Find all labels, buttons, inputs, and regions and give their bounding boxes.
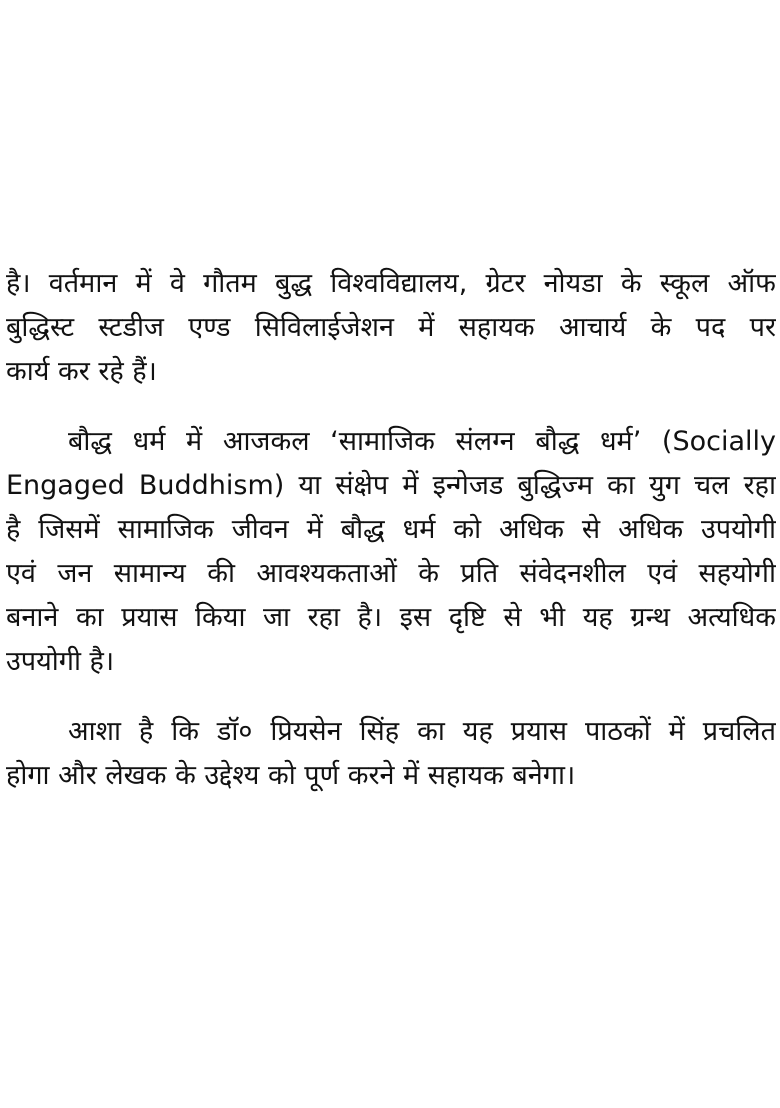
paragraph-1 — [6, 262, 776, 394]
text-line: एवं जन सामान्य की आवश्यकताओं के प्रति संवेदनशील एवं सहयोगी — [6, 558, 776, 589]
text-line: होगा और लेखक के उद्देश्य को पूर्ण करने में सहायक बनेगा। — [6, 760, 576, 791]
text-line: है जिसमें सामाजिक जीवन में बौद्ध धर्म को अधिक से अधिक उपयोगी — [6, 514, 776, 545]
paragraph-gap — [6, 394, 776, 420]
document-body — [6, 262, 776, 798]
text-line: उपयोगी है। — [6, 646, 115, 677]
text-line: कार्य कर रहे हैं। — [6, 356, 157, 387]
text-line: आशा है कि डॉ० प्रियसेन सिंह का यह प्रयास पाठकों में प्रचलित — [68, 716, 776, 747]
paragraph-3 — [6, 710, 776, 798]
text-line: बनाने का प्रयास किया जा रहा है। इस दृष्टि से भी यह ग्रन्थ अत्यधिक — [6, 602, 776, 633]
text-line: बुद्धिस्ट स्टडीज एण्ड सिविलाईजेशन में सहायक आचार्य के पद पर — [6, 312, 776, 343]
paragraph-2 — [6, 420, 776, 684]
text-line: Engaged Buddhism) या संक्षेप में इन्गेजड बुद्धिज्म का युग चल रहा — [6, 470, 776, 501]
text-line: बौद्ध धर्म में आजकल ‘सामाजिक संलग्न बौद्ध धर्म’ (Socially — [68, 426, 776, 457]
paragraph-gap — [6, 684, 776, 710]
text-line: है। वर्तमान में वे गौतम बुद्ध विश्वविद्यालय, ग्रेटर नोयडा के स्कूल ऑफ — [6, 268, 776, 299]
